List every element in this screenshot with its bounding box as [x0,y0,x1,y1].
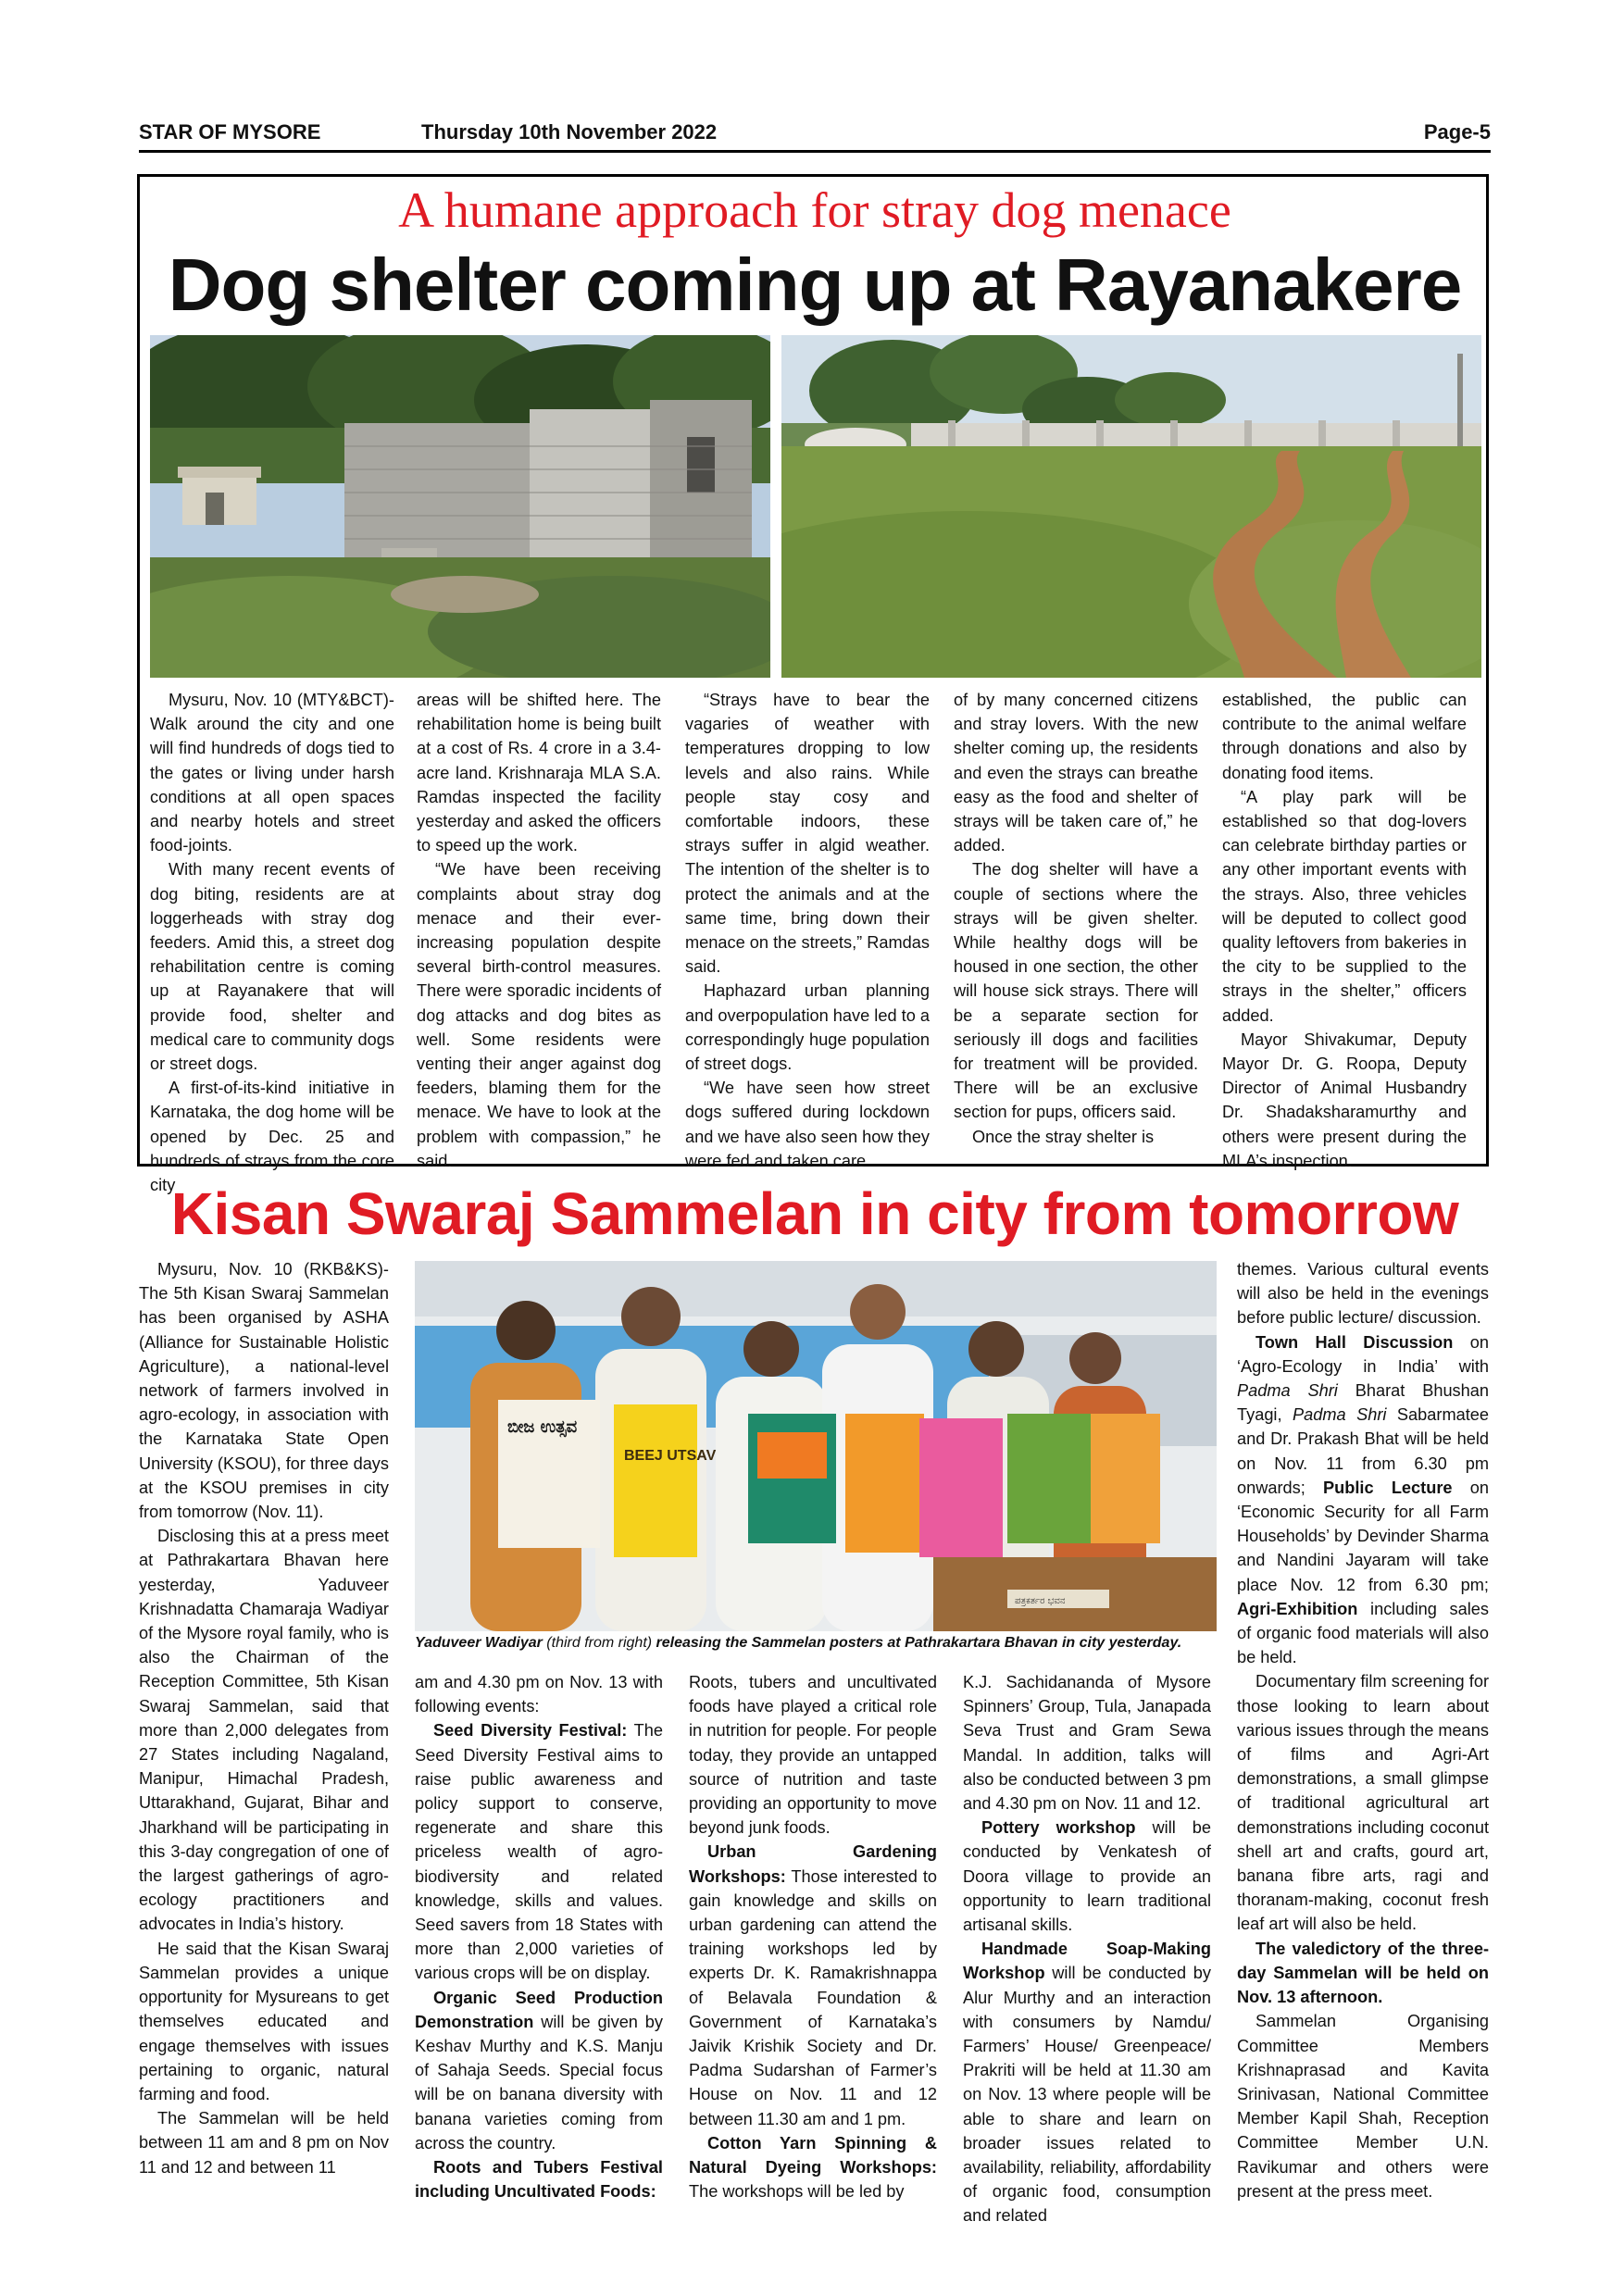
paragraph: “A play park will be established so that dog-lovers can celebrate birthday parties or any other important events with the strays. Also, three vehicles will be deputed to collect good quality leftovers from bakeries in the city to be supplied to the strays in the shelter,” officers added. [1222,787,1467,1025]
shelter-construction-photo [150,335,770,678]
story1-column-4 [954,688,1198,1149]
paragraph: A first-of-its-kind initiative in Karnataka, the dog home will be opened by Dec. 25 and hundreds of strays from the core city [150,1079,394,1195]
paragraph: areas will be shifted here. The rehabilitation home is being built at a cost of Rs. 4 crore in a 3.4-acre land. Krishnaraja MLA S.A. Ramdas inspected the facility yesterday and asked the officers to speed up the work. [417,691,661,855]
paragraph-text: will be given by Keshav Murthy and K.S. Manju of Sahaja Seeds. Special focus will be on banana diversity with banana varieties coming from across the country. [415,2012,663,2152]
paragraph: Mayor Shivakumar, Deputy Mayor Dr. G. Roopa, Deputy Director of Animal Husbandry Dr. Shadaksharamurthy and others were present during the MLA’s inspection. [1222,1029,1467,1170]
paragraph: Disclosing this at a press meet at Pathrakartara Bhavan here yesterday, Yaduveer Krishnadatta Chamaraja Wadiyar of the Mysore royal family, who is also the Chairman of the Reception Committee, 5th Kisan Swaraj Sammelan, said that more than 2,000 delegates from 27 States including Nagaland, Manipur, Himachal Pradesh, Uttarakhand, Gujarat, Bihar and Jharkhand will be participating in this 3-day congregation of one of the largest gatherings of agro-ecology practitioners and advocates in India’s history. [139,1527,389,1934]
subhead: Agri-Exhibition [1237,1599,1358,1618]
paragraph [689,2131,937,2204]
table-nameplate: ಪತ್ರಕರ್ತರ ಭವನ [1015,1596,1066,1606]
subhead: Urban Gardening Workshops: [689,1842,937,1886]
subhead: The valedictory of the three-day Sammelan will be held on Nov. 13 afternoon. [1237,1939,1489,2007]
paragraph: established, the public can contribute to the animal welfare through donations and also by donating food items. [1222,691,1467,782]
paragraph-text: on ‘Agro-Ecology in India’ with [1237,1332,1489,1376]
subhead: Organic Seed Production Demonstration [415,1988,663,2031]
subhead: Public Lecture [1323,1478,1453,1497]
masthead [139,120,1491,152]
paragraph: am and 4.30 pm on Nov. 13 with following events: [415,1673,663,1716]
caption-name: Yaduveer Wadiyar [415,1635,543,1651]
story2-column-5 [1237,1257,1489,2203]
subhead: Seed Diversity Festival: [433,1721,628,1741]
paragraph-text: The workshops will be led by [689,2182,905,2202]
story2-column-2 [415,1670,663,2203]
sammelan-poster-release-photo [415,1261,1217,1631]
paragraph [415,1718,663,1985]
paragraph: Sammelan Organising Committee Members Krishnaprasad and Kavita Srinivasan, National Committee Member Kapil Shah, Reception Committee Member U.N. Ravikumar and others were present at the press meet. [1237,2012,1489,2201]
award-title: Padma Shri [1237,1381,1338,1401]
story2-column-4 [963,1670,1211,2228]
paragraph: The Sammelan will be held between 11 am and 8 pm on Nov 11 and 12 and between 11 [139,2109,389,2177]
paragraph-text: will be conducted by Alur Murthy and an interaction with consumers by Namdu/ Farmers’ House/ Greenpeace/ Prakriti will be held at 11.30 am on Nov. 13 where people will be able to share and learn on broader issues related to availability, reliability, affordability of organic food, consumption and related [963,1964,1211,2226]
story1-column-2 [417,688,661,1173]
paragraph: “Strays have to bear the vagaries of weather with temperatures dropping to low levels and also rains. While people stay cosy and comfortable indoors, these strays suffer in algid weather. The intention of the shelter is to protect the animals and at the same time, bring down their menace on the streets,” Ramdas said. [685,691,930,977]
paragraph: Once the stray shelter is [972,1127,1155,1146]
story1-column-1 [150,688,394,1197]
poster-kannada-title: ಬೀಜ ಉತ್ಸವ [507,1417,578,1437]
paragraph-text: Sabarmatee and Dr. Prakash Bhat will be held on Nov. 11 from 6.30 pm onwards; [1237,1405,1490,1497]
award-title: Padma Shri [1293,1405,1387,1425]
paragraph [1237,1937,1489,2010]
story2-column-3 [689,1670,937,2203]
paragraph-text: on ‘Economic Security for all Farm Households’ by Devinder Sharma and Nandini Jayaram will take place Nov. 12 from 6.30 pm; [1237,1478,1489,1594]
paragraph: K.J. Sachidananda of Mysore Spinners’ Group, Tula, Janapada Seva Trust and Gram Sewa Mandal. In addition, talks will also be conducted between 3 pm and 4.30 pm on Nov. 11 and 12. [963,1673,1211,1814]
paragraph: Documentary film screening for those looking to learn about various issues through the means of films and Agri-Art demonstrations, a small glimpse of traditional agricultural art demonstrations including coconut shell art and crafts, gourd art, banana fibre arts, ragi and thoranam-making, coconut fresh leaf art will also be held. [1237,1672,1489,1934]
page-number: Page-5 [1423,120,1491,144]
paragraph-text: Bharat Bhushan Tyagi, [1237,1381,1489,1425]
paragraph [1237,1330,1489,1670]
paragraph: “We have seen how street dogs suffered during lockdown and we have also seen how they were fed and taken care [685,1079,930,1170]
photo-caption [415,1635,1217,1652]
story2-column-1 [139,1257,389,2179]
issue-date: Thursday 10th November 2022 [421,120,718,144]
story2-headline: Kisan Swaraj Sammelan in city from tomorrow [170,1180,1459,1247]
paragraph [963,1937,1211,2227]
story1-column-3 [685,688,930,1173]
paragraph-text: Those interested to gain knowledge and skills on urban gardening can attend the training workshops led by experts Dr. K. Ramakrishnappa of Belavala Foundation & Government of Karnataka’s Jaivik Krishik Society and Dr. Padma Sudarshan of Farmer’s House on Nov. 11 and 12 between 11.30 am and 1 pm. [689,1866,937,2128]
subhead: Handmade Soap-Making Workshop [963,1940,1211,1983]
paragraph [415,1986,663,2155]
caption-detail: (third from right) [542,1635,656,1651]
paragraph: Mysuru, Nov. 10 (MTY&BCT)- Walk around the city and one will find hundreds of dogs tied to the gates or living under harsh conditions at all open spaces and nearby hotels and street food-joints. [150,691,394,855]
subhead: Roots and Tubers Festival including Uncultivated Foods: [415,2158,663,2202]
story1-headline: Dog shelter coming up at Rayanakere [168,243,1462,326]
paragraph-text: will be conducted by Venkatesh of Doora village to provide an opportunity to learn traditional artisanal skills. [963,1818,1212,1935]
paragraph: Mysuru, Nov. 10 (RKB&KS)- The 5th Kisan Swaraj Sammelan has been organised by ASHA (Alliance for Sustainable Holistic Agriculture), a national-level network of farmers involved in agro-ecology, in association with the Karnataka State Open University (KSOU), for three days at the KSOU premises in city from tomorrow (Nov. 11). [139,1260,389,1522]
caption-rest: releasing the Sammelan posters at Pathrakartara Bhavan in city yesterday. [656,1635,1182,1651]
paragraph: With many recent events of dog biting, residents are at loggerheads with stray dog feeders. Amid this, a street dog rehabilitation centre is coming up at Rayanakere that will provide food, shelter and medical care to community dogs or street dogs. [150,860,394,1074]
paragraph: The dog shelter will have a couple of sections where the strays will be given shelter. While healthy dogs will be housed in one section, the other will house sick strays. There will be a separate section for seriously ill dogs and facilities for treatment will be provided. There will be an exclusive section for pups, officers said. [954,860,1198,1122]
paragraph: themes. Various cultural events will also be held in the evenings before public lecture/ discussion. [1237,1260,1489,1328]
masthead-rule [139,150,1491,153]
rayanakere-land-photo [781,335,1481,678]
paragraph [963,1816,1211,1937]
paragraph: He said that the Kisan Swaraj Sammelan provides a unique opportunity for Mysureans to get themselves educated and engage themselves with issues pertaining to organic, natural farming and food. [139,1939,389,2103]
paragraph: of by many concerned citizens and stray lovers. With the new shelter coming up, the residents and even the strays can breathe easy as the food and shelter of strays will be taken care of,” he added. [954,691,1198,855]
paragraph-text: The Seed Diversity Festival aims to raise public awareness and policy support to conserve, regenerate and share this priceless wealth of agro-biodiversity and related knowledge, skills and values. Seed savers from 18 States with more than 2,000 varieties of various crops will be on display. [415,1721,663,1983]
poster-beej-utsav: BEEJ UTSAV [624,1448,717,1464]
paragraph [415,2155,663,2203]
paragraph-text: including sales of organic food materials will also be held. [1237,1599,1489,1667]
story1-column-5 [1222,688,1467,1173]
paragraph: “We have been receiving complaints about stray dog menace and their ever-increasing population despite several birth-control measures. There were sporadic incidents of dog attacks and dog bites as well. Some residents were venting their anger against dog feeders, blaming them for the menace. We have to look at the problem with compassion,” he said. [417,860,661,1170]
paragraph: Haphazard urban planning and overpopulation have led to a correspondingly huge population of street dogs. [685,981,930,1074]
subhead: Pottery workshop [981,1818,1136,1838]
subhead: Town Hall Discussion [1255,1332,1454,1352]
paragraph [689,1840,937,2130]
subhead: Cotton Yarn Spinning & Natural Dyeing Workshops: [689,2133,937,2177]
newspaper-name: STAR OF MYSORE [139,120,321,144]
story1-kicker: A humane approach for stray dog menace [398,182,1231,238]
paragraph: Roots, tubers and uncultivated foods have played a critical role in nutrition for people. For people today, they provide an untapped source of nutrition and taste providing an opportunity to move beyond junk foods. [689,1673,937,1838]
